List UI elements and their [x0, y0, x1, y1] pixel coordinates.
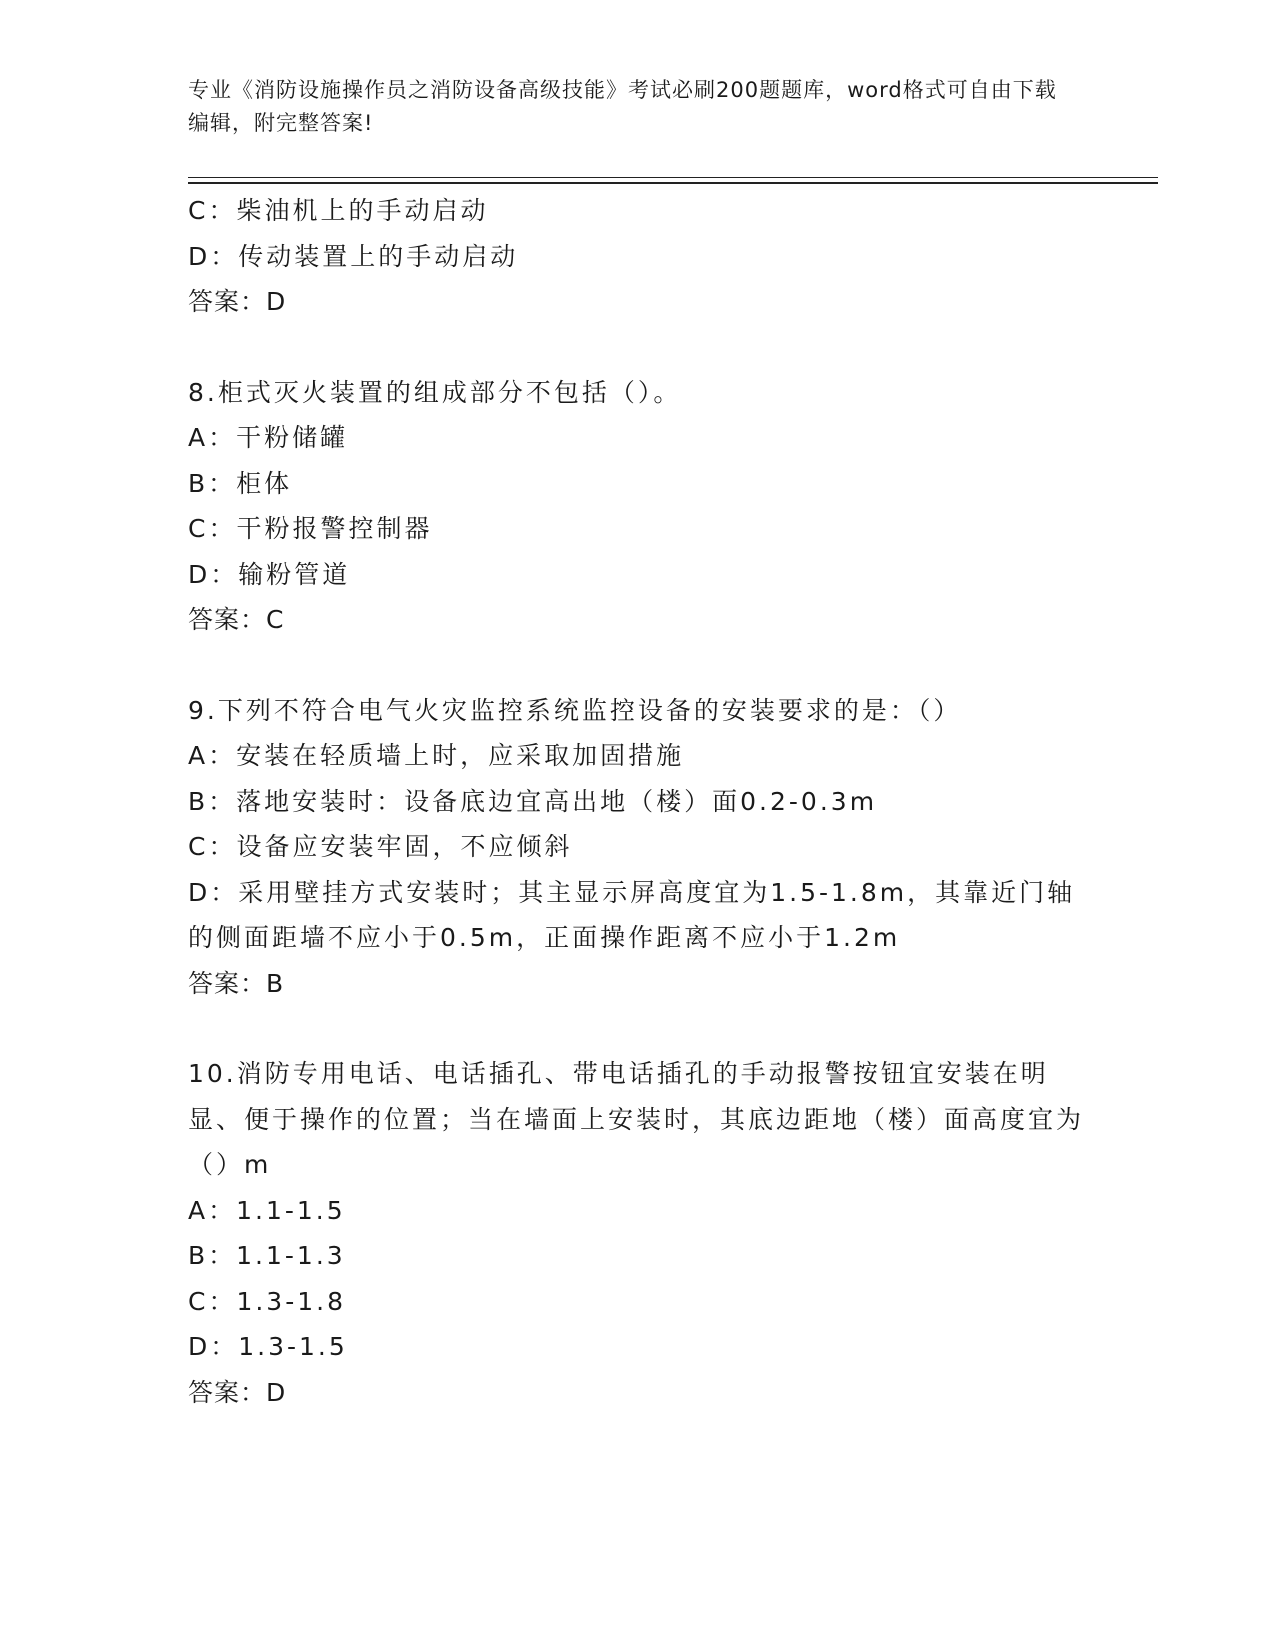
option-c: C：柴油机上的手动启动: [188, 196, 489, 225]
option-a: A：安装在轻质墙上时，应采取加固措施: [188, 741, 685, 770]
option-d: D：输粉管道: [188, 559, 351, 589]
document-header: 专业《消防设施操作员之消防设备高级技能》考试必刷200题题库，word格式可自由下载编辑，附完整答案!: [188, 78, 1057, 135]
question-stem: 10.消防专用电话、电话插孔、带电话插孔的手动报警按钮宜安装在明显、便于操作的位置；当在墙面上安装时，其底边距地（楼）面高度宜为（）m: [188, 1059, 1085, 1179]
question-block-8: [188, 370, 1088, 643]
option-b: B：落地安装时：设备底边宜高出地（楼）面0.2-0.3m: [188, 786, 878, 816]
option-a: A：1.1-1.5: [188, 1195, 346, 1225]
question-list: [188, 188, 1088, 1415]
option-d: D：传动装置上的手动启动: [188, 241, 519, 271]
question-stem: 8.柜式灭火装置的组成部分不包括（）。: [188, 377, 682, 407]
answer-label: 答案：C: [188, 605, 285, 634]
question-stem: 9.下列不符合电气火灾监控系统监控设备的安装要求的是：（）: [188, 695, 962, 725]
question-block-9: [188, 688, 1088, 1007]
option-d: D：采用壁挂方式安装时；其主显示屏高度宜为1.5-1.8m，其靠近门轴的侧面距墙不应小于0.5m，正面操作距离不应小于1.2m: [188, 877, 1076, 952]
option-b: B：1.1-1.3: [188, 1241, 346, 1270]
question-block-10: [188, 1051, 1088, 1415]
option-c: C：干粉报警控制器: [188, 514, 433, 543]
header-divider-top: [188, 177, 1158, 178]
question-block-7: [188, 188, 1088, 325]
answer-label: 答案：D: [188, 287, 287, 316]
option-d: D：1.3-1.5: [188, 1332, 348, 1361]
answer-label: 答案：D: [188, 1377, 287, 1407]
option-c: C：1.3-1.8: [188, 1286, 346, 1316]
answer-label: 答案：B: [188, 968, 285, 998]
spacer: [188, 325, 1088, 370]
option-b: B：柜体: [188, 468, 293, 498]
spacer: [188, 643, 1088, 688]
option-c: C：设备应安装牢固，不应倾斜: [188, 832, 573, 861]
header-divider-bottom: [188, 182, 1158, 184]
option-a: A：干粉储罐: [188, 423, 349, 452]
spacer: [188, 1006, 1088, 1051]
